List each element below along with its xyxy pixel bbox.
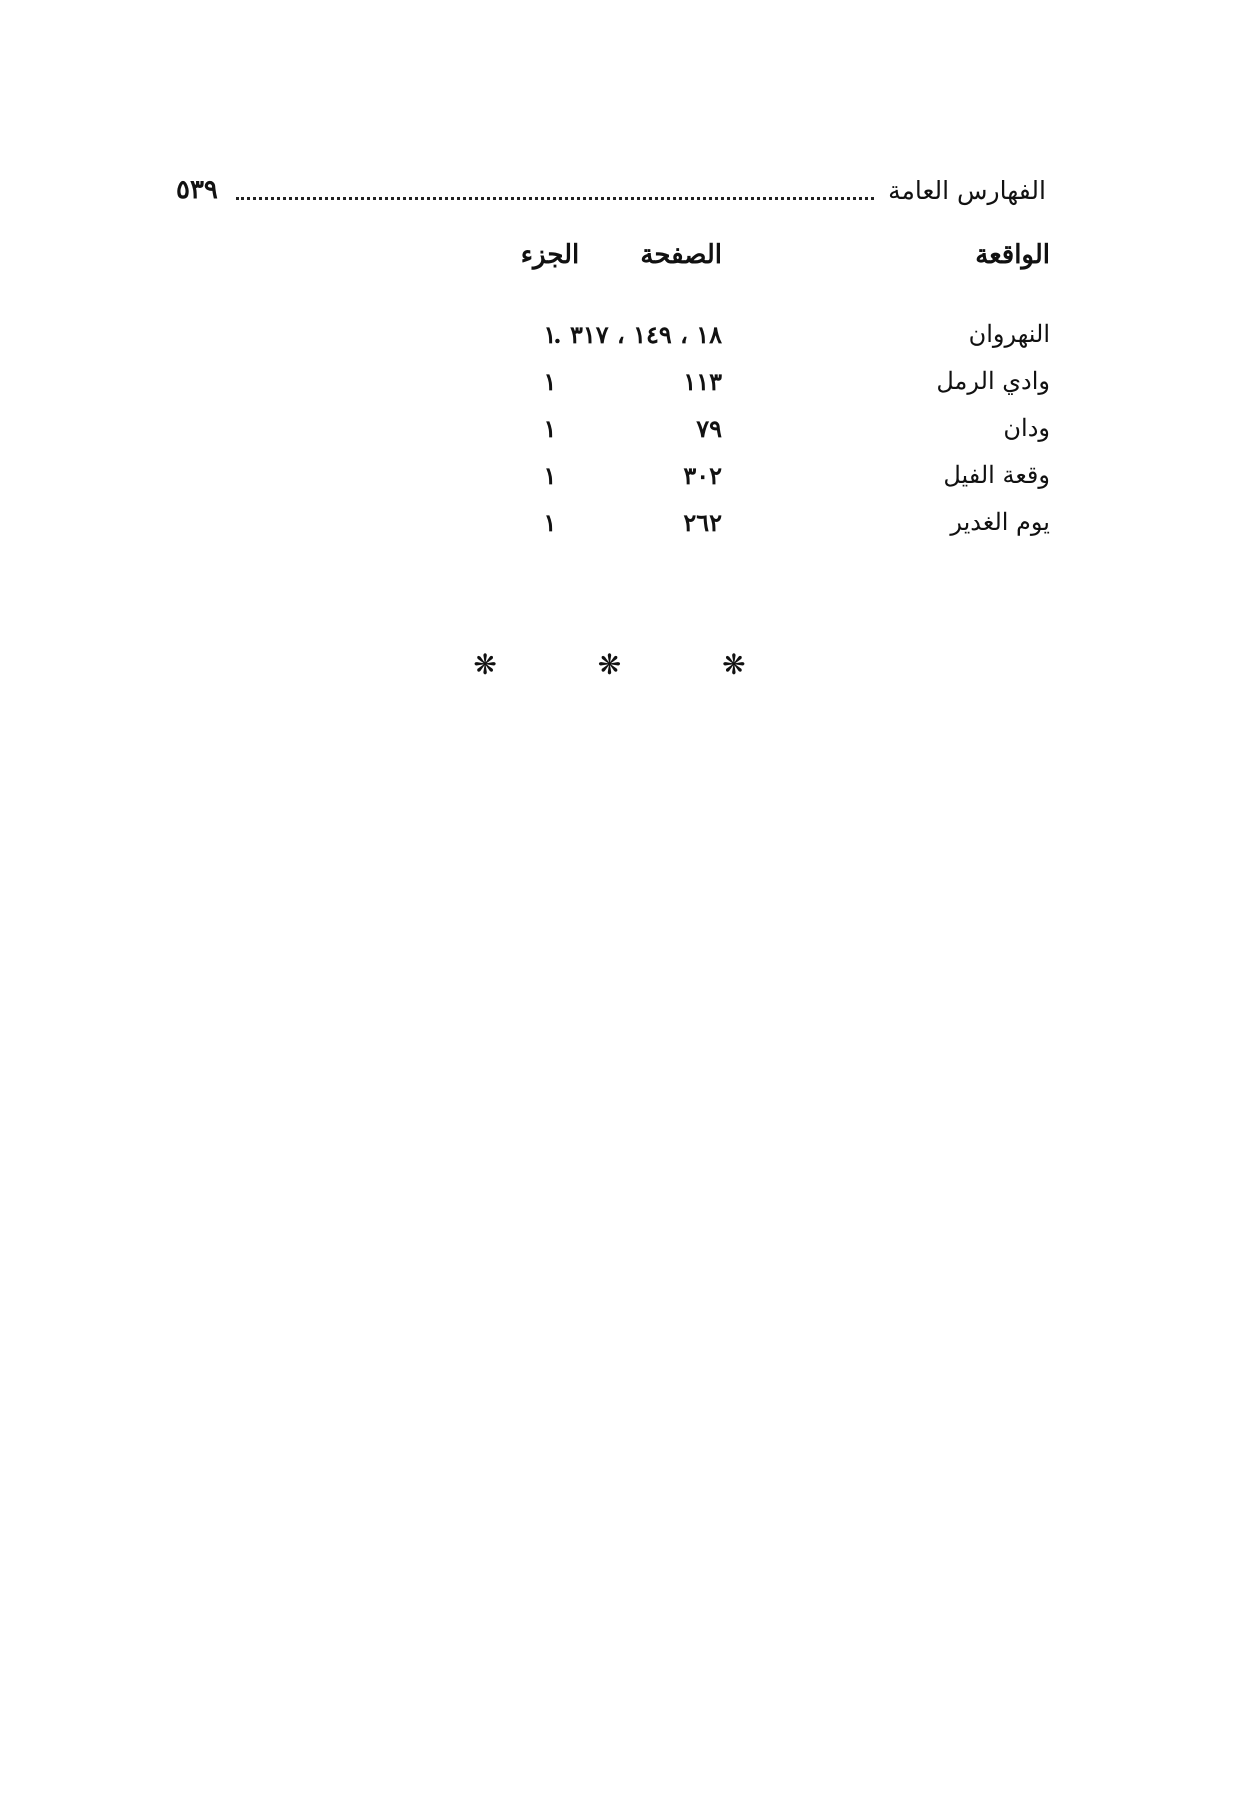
- table-row: [250, 508, 1050, 555]
- table-row: [250, 320, 1050, 367]
- page-number: ٥٣٩: [176, 175, 218, 205]
- event-name: وقعة الفيل: [943, 461, 1050, 489]
- table-row: [250, 461, 1050, 508]
- part-number: ١: [543, 367, 557, 396]
- part-number: ١: [543, 461, 557, 490]
- page-references: ٧٩: [696, 414, 722, 443]
- table-row: [250, 367, 1050, 414]
- part-number: ١: [543, 508, 557, 537]
- asterism-mark: ❋: [473, 648, 527, 681]
- asterism-mark: ❋: [722, 648, 776, 681]
- table-header-row: [250, 240, 1050, 292]
- column-header-event: الواقعة: [975, 240, 1050, 270]
- page-references: ١٨ ، ١٤٩ ، ٣١٧ .: [553, 320, 722, 349]
- events-index-table: [250, 240, 1050, 537]
- page-references: ٣٠٢: [683, 461, 722, 490]
- event-name: ودان: [1003, 414, 1050, 442]
- column-header-page: الصفحة: [640, 240, 722, 270]
- page-references: ٢٦٢: [683, 508, 722, 537]
- part-number: ١: [543, 414, 557, 443]
- running-header: [176, 168, 1046, 212]
- asterism-mark: ❋: [597, 648, 652, 681]
- event-name: وادي الرمل: [936, 367, 1050, 395]
- section-end-ornament: [0, 648, 1249, 681]
- event-name: النهروان: [968, 320, 1050, 348]
- part-number: ١: [543, 320, 557, 349]
- column-header-part: الجزء: [520, 240, 580, 270]
- page-references: ١١٣: [683, 367, 722, 396]
- event-name: يوم الغدير: [950, 508, 1050, 536]
- dot-leader: [236, 197, 874, 200]
- table-row: [250, 414, 1050, 461]
- table-body: [250, 320, 1050, 555]
- running-title: الفهارس العامة: [888, 175, 1046, 205]
